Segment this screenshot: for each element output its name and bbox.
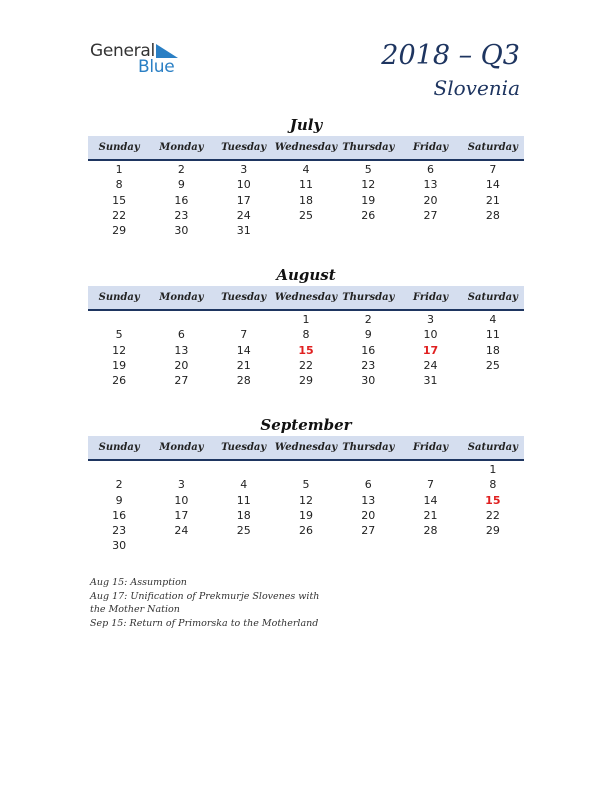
day-cell: 21 <box>236 358 251 372</box>
day-cell-holiday: 17 <box>422 343 439 357</box>
day-cell: 6 <box>177 328 185 342</box>
day-cell: 19 <box>298 508 313 522</box>
day-cell: 3 <box>240 163 248 176</box>
day-cell: 1 <box>115 163 123 176</box>
day-cell: 29 <box>485 524 500 538</box>
weekday-header: Saturday <box>467 142 518 153</box>
day-cell: 4 <box>240 478 248 492</box>
day-cell: 7 <box>240 328 248 342</box>
day-cell: 8 <box>115 178 123 192</box>
weekday-header-row <box>88 286 524 311</box>
week-row <box>88 208 524 223</box>
day-cell <box>462 223 524 238</box>
day-cell: 30 <box>174 224 189 238</box>
day-cell: 17 <box>174 508 189 522</box>
day-cell-holiday: 15 <box>298 343 314 357</box>
day-cell: 22 <box>112 208 127 222</box>
day-cell <box>88 462 150 477</box>
day-cell: 10 <box>236 178 251 192</box>
week-row <box>88 493 524 508</box>
day-cell: 20 <box>174 358 189 372</box>
day-cell <box>213 462 275 477</box>
day-cell: 8 <box>302 328 310 342</box>
day-cell: 28 <box>236 374 251 388</box>
day-cell: 23 <box>174 208 189 222</box>
day-cell <box>275 223 337 238</box>
week-row <box>88 462 524 477</box>
week-row <box>88 177 524 192</box>
weekday-header: Thursday <box>342 442 395 453</box>
day-cell <box>337 462 399 477</box>
day-cell: 17 <box>236 193 251 207</box>
day-cell: 20 <box>361 508 376 522</box>
week-row <box>88 523 524 538</box>
page-title-period: 2018 – Q3 <box>381 40 520 71</box>
logo-text-general: General <box>90 41 155 61</box>
weekday-header-row <box>88 136 524 161</box>
day-cell: 27 <box>361 524 376 538</box>
week-row <box>88 327 524 342</box>
day-cell: 2 <box>364 313 372 326</box>
day-cell: 29 <box>298 374 313 388</box>
day-cell: 12 <box>298 493 313 507</box>
weekday-header: Sunday <box>98 292 140 303</box>
day-cell: 6 <box>364 478 372 492</box>
month-block <box>88 116 524 238</box>
day-cell: 13 <box>174 343 189 357</box>
day-cell: 22 <box>485 508 500 522</box>
day-cell: 20 <box>423 193 438 207</box>
month-name: September <box>260 416 352 434</box>
day-cell: 6 <box>427 163 435 176</box>
day-cell: 9 <box>177 178 185 192</box>
day-cell: 14 <box>485 178 500 192</box>
day-cell: 3 <box>177 478 185 492</box>
day-cell <box>337 223 399 238</box>
day-cell: 11 <box>298 178 313 192</box>
day-cell: 24 <box>174 524 189 538</box>
day-cell <box>462 373 524 388</box>
day-cell: 9 <box>115 493 123 507</box>
day-cell <box>399 462 461 477</box>
day-cell: 11 <box>485 328 500 342</box>
day-cell: 7 <box>489 163 497 176</box>
day-cell: 14 <box>423 493 438 507</box>
logo <box>90 41 190 77</box>
day-cell: 24 <box>236 208 251 222</box>
day-cell <box>399 223 461 238</box>
day-cell <box>275 538 337 553</box>
month-block <box>88 416 524 554</box>
weekday-header: Tuesday <box>221 442 267 453</box>
day-cell: 28 <box>485 208 500 222</box>
weekday-header: Thursday <box>342 142 395 153</box>
week-row <box>88 373 524 388</box>
day-cell: 25 <box>298 208 313 222</box>
day-cell: 26 <box>112 374 127 388</box>
weekday-header: Friday <box>412 442 449 453</box>
weekday-header: Wednesday <box>274 442 338 453</box>
weekday-header: Saturday <box>467 292 518 303</box>
day-cell: 30 <box>112 539 127 553</box>
day-cell: 26 <box>361 208 376 222</box>
week-row <box>88 343 524 358</box>
day-cell: 24 <box>423 358 438 372</box>
weekday-header: Monday <box>159 442 204 453</box>
day-cell: 21 <box>423 508 438 522</box>
day-cell: 10 <box>423 328 438 342</box>
month-name: July <box>289 116 323 134</box>
day-cell: 26 <box>298 524 313 538</box>
day-cell: 9 <box>364 328 372 342</box>
holiday-note: Sep 15: Return of Primorska to the Motherland <box>90 617 319 629</box>
day-cell: 1 <box>302 313 310 326</box>
weekday-header: Wednesday <box>274 292 338 303</box>
weekday-header-row <box>88 436 524 461</box>
day-cell: 4 <box>489 313 497 326</box>
day-cell <box>337 538 399 553</box>
day-cell: 28 <box>423 524 438 538</box>
day-cell <box>213 312 275 327</box>
day-cell <box>462 538 524 553</box>
weekday-header: Monday <box>159 292 204 303</box>
day-cell: 23 <box>112 524 127 538</box>
weekday-header: Sunday <box>98 442 140 453</box>
day-cell: 7 <box>427 478 435 492</box>
day-cell: 5 <box>115 328 123 342</box>
day-cell: 12 <box>361 178 376 192</box>
day-cell: 23 <box>361 358 376 372</box>
day-cell <box>150 312 212 327</box>
month-block <box>88 266 524 388</box>
day-cell: 4 <box>302 163 310 176</box>
day-cell: 10 <box>174 493 189 507</box>
day-cell: 27 <box>174 374 189 388</box>
day-cell: 18 <box>236 508 251 522</box>
week-row <box>88 162 524 177</box>
day-cell: 11 <box>236 493 251 507</box>
day-cell: 18 <box>298 193 313 207</box>
weekday-header: Tuesday <box>221 292 267 303</box>
day-cell <box>399 538 461 553</box>
week-row <box>88 358 524 373</box>
day-cell: 19 <box>112 358 127 372</box>
week-row <box>88 477 524 492</box>
day-cell: 27 <box>423 208 438 222</box>
day-cell: 13 <box>423 178 438 192</box>
day-cell: 16 <box>361 343 376 357</box>
day-cell: 3 <box>427 313 435 326</box>
day-cell: 31 <box>423 374 438 388</box>
week-row <box>88 193 524 208</box>
day-cell: 25 <box>236 524 251 538</box>
day-cell: 2 <box>177 163 185 176</box>
holiday-note: Aug 17: Unification of Prekmurje Slovenes with the Mother Nation <box>90 590 320 615</box>
logo-flag-icon <box>156 44 178 58</box>
weekday-header: Thursday <box>342 292 395 303</box>
day-cell: 30 <box>361 374 376 388</box>
day-cell: 19 <box>361 193 376 207</box>
day-cell: 1 <box>489 463 497 476</box>
day-cell <box>275 462 337 477</box>
weekday-header: Friday <box>412 142 449 153</box>
week-row <box>88 538 524 553</box>
weekday-header: Wednesday <box>274 142 338 153</box>
weekday-header: Saturday <box>467 442 518 453</box>
day-cell <box>150 538 212 553</box>
day-cell: 25 <box>485 358 500 372</box>
day-cell: 31 <box>236 224 251 238</box>
day-cell: 8 <box>489 478 497 492</box>
day-cell: 12 <box>112 343 127 357</box>
day-cell <box>150 462 212 477</box>
weekday-header: Monday <box>159 142 204 153</box>
day-cell: 16 <box>112 508 127 522</box>
day-cell: 29 <box>112 224 127 238</box>
day-cell: 2 <box>115 478 123 492</box>
weekday-header: Tuesday <box>221 142 267 153</box>
week-row <box>88 508 524 523</box>
day-cell: 14 <box>236 343 251 357</box>
week-row <box>88 312 524 327</box>
day-cell: 13 <box>361 493 376 507</box>
day-cell: 22 <box>298 358 313 372</box>
day-cell: 5 <box>302 478 310 492</box>
day-cell-holiday: 15 <box>485 493 501 507</box>
day-cell: 15 <box>112 193 127 207</box>
weekday-header: Sunday <box>98 142 140 153</box>
day-cell: 18 <box>485 343 500 357</box>
day-cell: 16 <box>174 193 189 207</box>
holiday-notes <box>90 576 330 630</box>
day-cell <box>213 538 275 553</box>
page-title-country: Slovenia <box>433 76 520 100</box>
month-name: August <box>276 266 336 284</box>
holiday-note: Aug 15: Assumption <box>90 577 187 588</box>
week-row <box>88 223 524 238</box>
day-cell: 21 <box>485 193 500 207</box>
day-cell <box>88 312 150 327</box>
day-cell: 5 <box>364 163 372 176</box>
logo-text-blue: Blue <box>138 57 175 77</box>
weekday-header: Friday <box>412 292 449 303</box>
